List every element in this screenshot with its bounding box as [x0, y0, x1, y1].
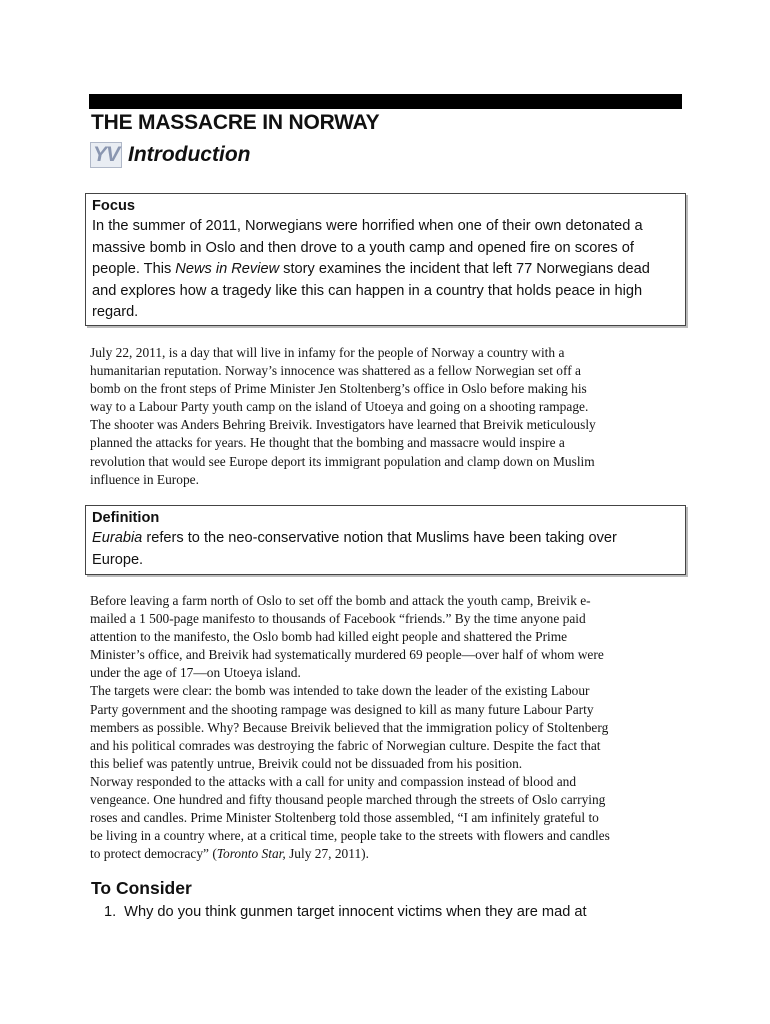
body-line: Before leaving a farm north of Oslo to set off the bomb and attack the youth camp, Breivik e-: [90, 593, 591, 608]
definition-term: Eurabia: [92, 530, 143, 546]
citation-pre: to protect democracy” (: [90, 846, 217, 862]
body-line: Norway responded to the attacks with a call for unity and compassion instead of blood and: [90, 773, 577, 789]
body-line: July 22, 2011, is a day that will live in infamy for the people of Norway a country with a: [90, 345, 565, 360]
body-line: bomb on the front steps of Prime Minister Jen Stoltenberg’s office in Oslo before making his: [90, 381, 587, 397]
body-line: mailed a 1 500-page manifesto to thousands of Facebook “friends.” By the time anyone paid: [90, 611, 586, 627]
focus-line-3-pre: people. This: [92, 261, 176, 278]
body-line: under the age of 17—on Utoeya island.: [90, 665, 301, 681]
definition-box: [85, 505, 686, 575]
body-line: revolution that would see Europe deport its immigrant population and clamp down on Muslim: [90, 453, 595, 469]
definition-line-1-rest: refers to the neo-conservative notion that Muslims have been taking over: [142, 530, 617, 546]
focus-heading: Focus: [92, 198, 135, 214]
body-line: The shooter was Anders Behring Breivik. Investigators have learned that Breivik meticulously: [90, 417, 596, 433]
body-line: planned the attacks for years. He thought that the bombing and massacre would inspire a: [90, 435, 565, 451]
body-line: Party government and the shooting rampage was designed to kill as many future Labour Party: [90, 701, 594, 717]
section-subtitle: Introduction: [128, 143, 251, 166]
to-consider-heading: To Consider: [91, 878, 192, 898]
header-rule: [89, 94, 682, 109]
page-title: THE MASSACRE IN NORWAY: [91, 111, 380, 134]
focus-line-3: [92, 259, 678, 281]
focus-line-2: massive bomb in Oslo and then drove to a youth camp and opened fire on scores of: [92, 239, 634, 256]
body-line: vengeance. One hundred and fifty thousand people marched through the streets of Oslo carrying: [90, 792, 606, 808]
focus-line-1: In the summer of 2011, Norwegians were horrified when one of their own detonated a: [92, 218, 643, 234]
citation-source: Toronto Star,: [216, 846, 286, 862]
focus-publication-name: News in Review: [175, 261, 280, 278]
body-line: Minister’s office, and Breivik had systematically murdered 69 people—over half of whom were: [90, 647, 604, 663]
body-line: humanitarian reputation. Norway’s innocence was shattered as a fellow Norwegian set off a: [90, 363, 581, 379]
body-paragraphs-1: [90, 344, 680, 489]
focus-line-3-post: story examines the incident that left 77 Norwegians dead: [279, 261, 650, 278]
body-line-citation: [90, 845, 680, 863]
body-line: roses and candles. Prime Minister Stoltenberg told those assembled, “I am infinitely grateful to: [90, 810, 599, 826]
body-line: attention to the manifesto, the Oslo bomb had killed eight people and shattered the Prime: [90, 629, 568, 645]
definition-heading: Definition: [92, 510, 160, 526]
subtitle-row: [90, 142, 250, 168]
focus-line-4: and explores how a tragedy like this can happen in a country that holds peace in high: [92, 282, 643, 299]
body-paragraphs-2: [90, 592, 680, 863]
consider-question-1: [104, 904, 587, 920]
body-line: be living in a country where, at a critical time, people take to the streets with flowers and candles: [90, 828, 610, 844]
body-line: The targets were clear: the bomb was intended to take down the leader of the existing Labour: [90, 683, 590, 699]
body-line: influence in Europe.: [90, 471, 199, 487]
body-line: this belief was patently untrue, Breivik could not be dissuaded from his position.: [90, 755, 523, 771]
body-line: and his political comrades was destroying the fabric of Norwegian culture. Despite the fact that: [90, 737, 601, 753]
body-line: members as possible. Why? Because Breivik believed that the immigration policy of Stoltenberg: [90, 719, 609, 735]
definition-line-2: Europe.: [92, 551, 144, 568]
focus-box: [85, 193, 686, 326]
question-number: 1.: [104, 904, 117, 920]
focus-line-5: regard.: [92, 304, 139, 321]
body-line: way to a Labour Party youth camp on the island of Utoeya and going on a shooting rampage.: [90, 399, 589, 415]
question-text: Why do you think gunmen target innocent victims when they are mad at: [124, 904, 587, 920]
definition-line-1: [92, 528, 678, 550]
news-in-review-logo-icon: YV: [90, 142, 122, 168]
citation-post: July 27, 2011).: [285, 846, 369, 862]
